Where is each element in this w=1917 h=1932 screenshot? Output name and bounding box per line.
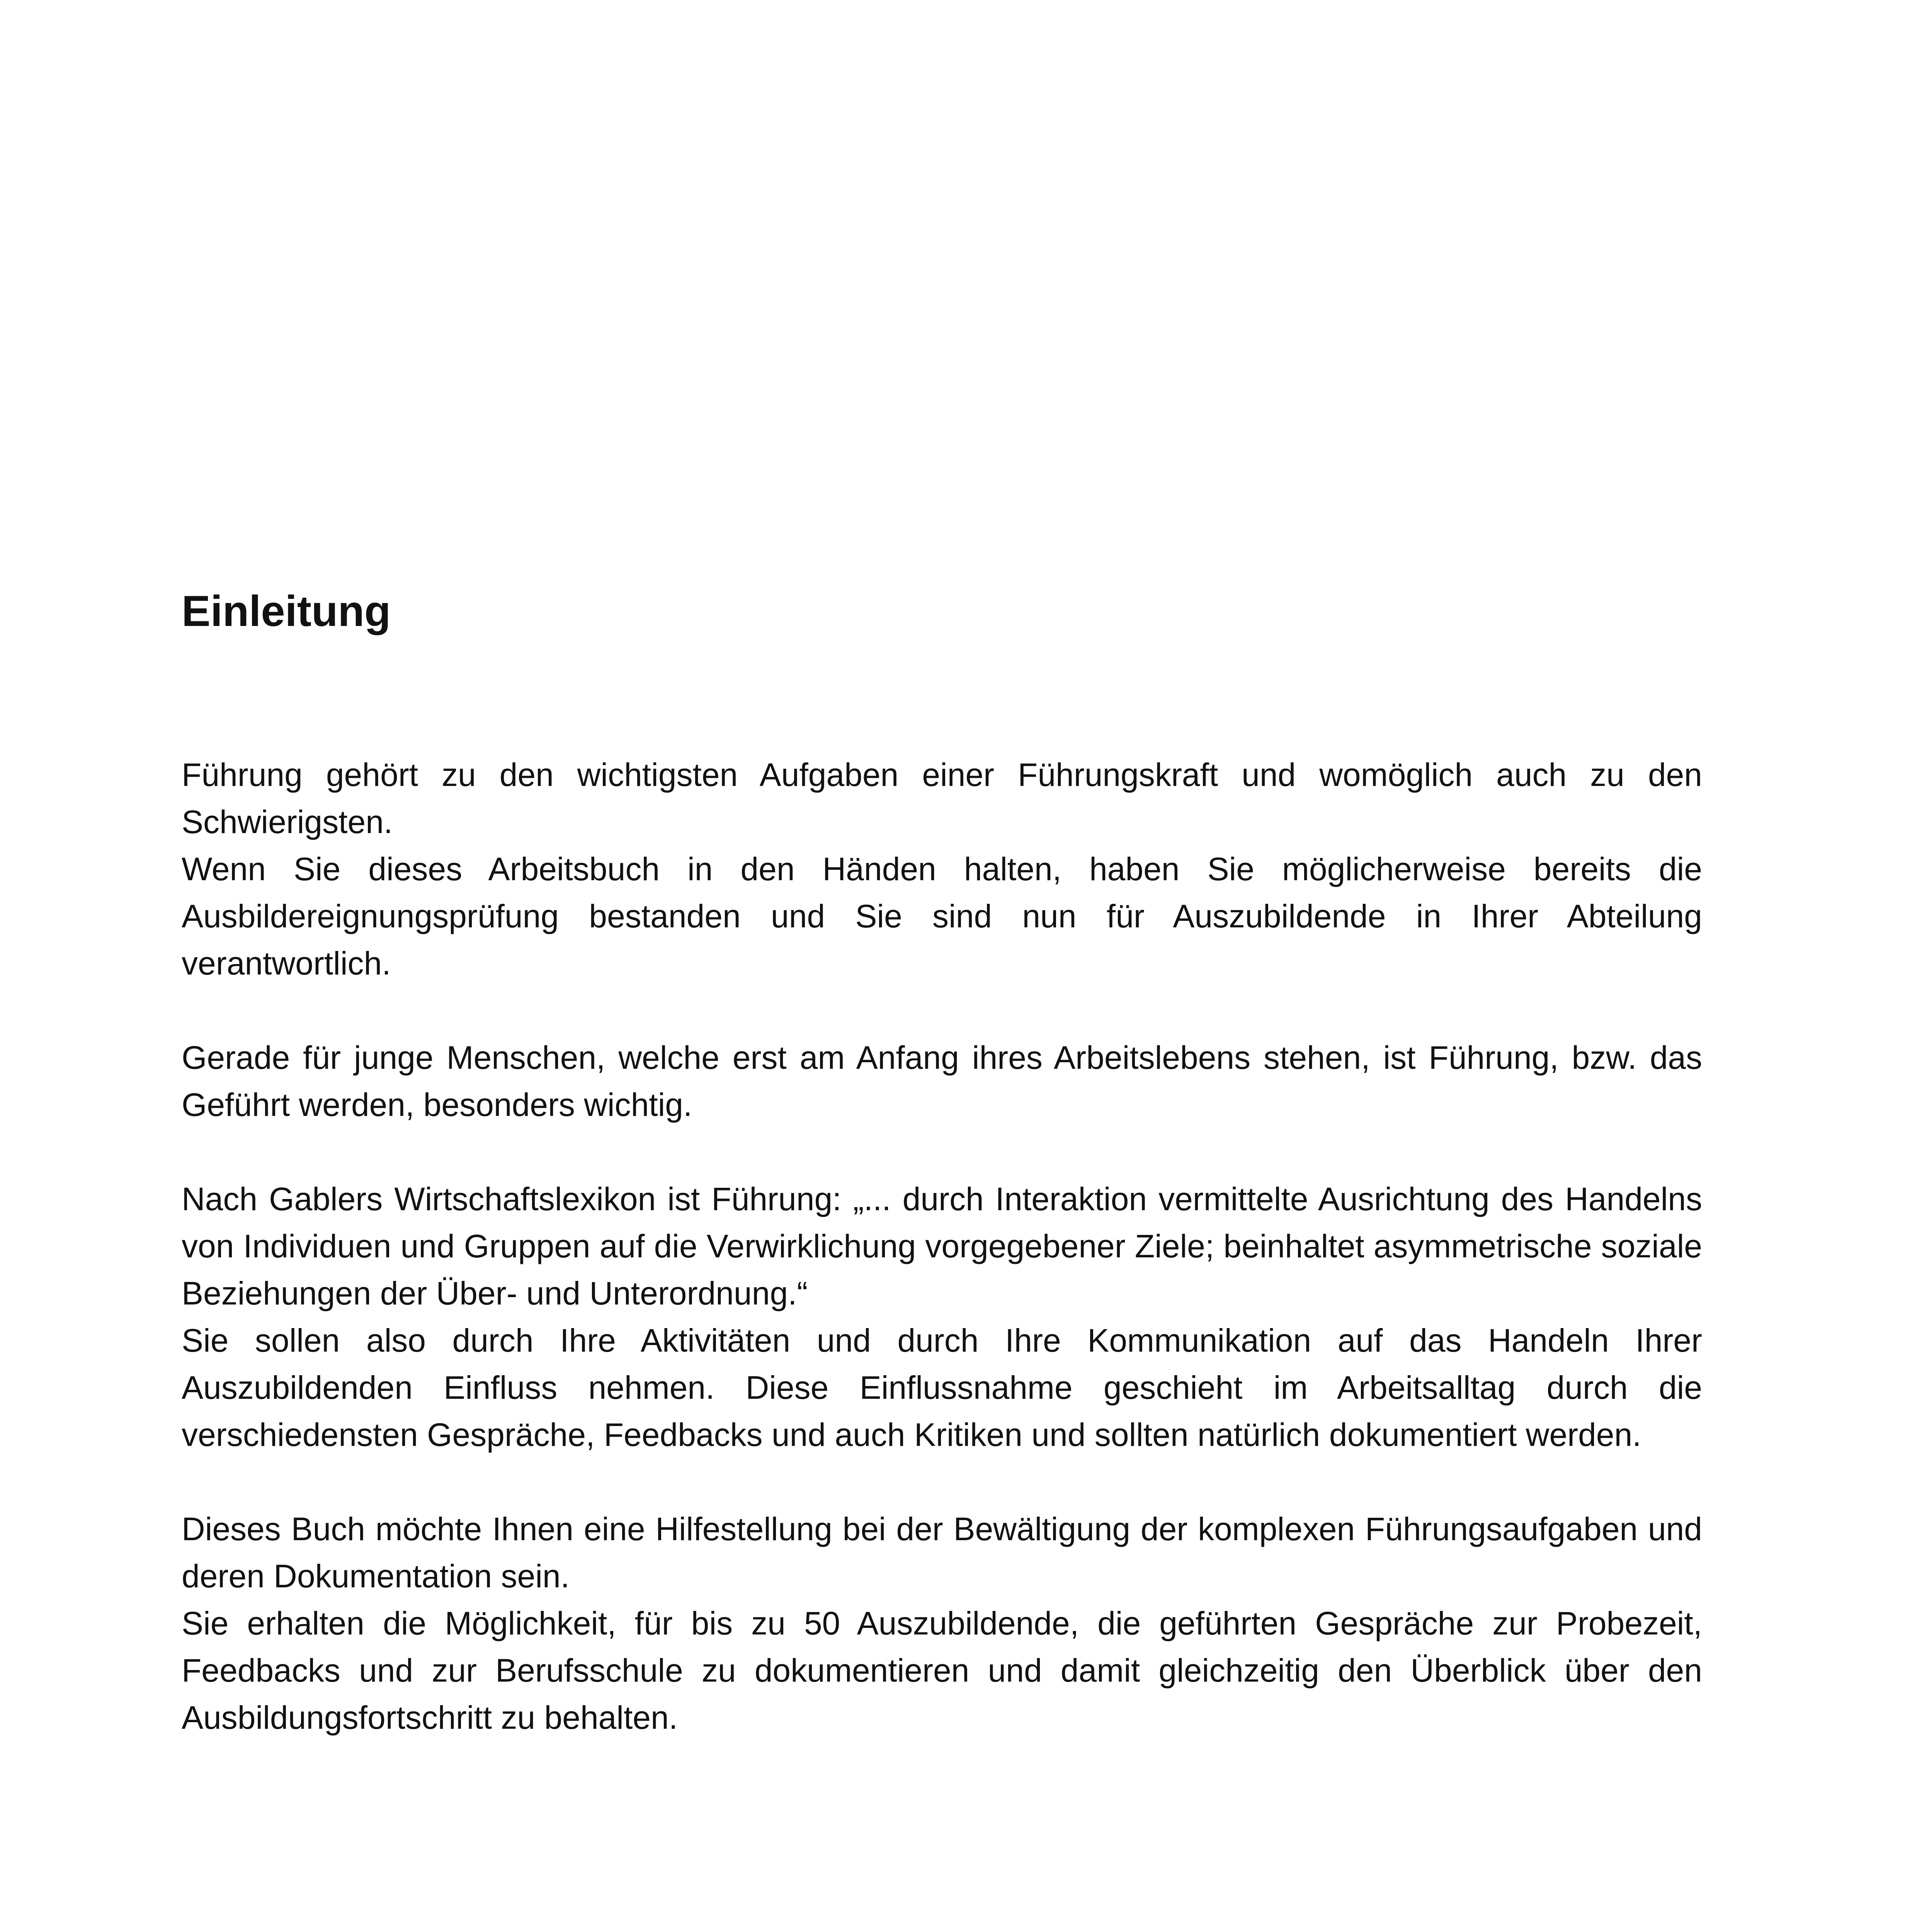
- paragraph-2: Wenn Sie dieses Arbeitsbuch in den Händen halten, haben Sie möglicherweise bereits die Ausbildereignungsprüfung bestanden und Sie sind nun für Auszubildende in Ihrer Abteilung verantwortlich.: [182, 851, 1702, 982]
- page-heading: Einleitung: [182, 587, 391, 635]
- paragraph-3: Gerade für junge Menschen, welche erst am Anfang ihres Arbeitslebens stehen, ist Führung, bzw. das Geführt werden, besonders wichtig.: [182, 1039, 1702, 1123]
- paragraph-5: Sie sollen also durch Ihre Aktivitäten und durch Ihre Kommunikation auf das Handeln Ihrer Auszubildenden Einfluss nehmen. Diese Einflussnahme geschieht im Arbeitsalltag durch die verschiedensten Gespräche, Feedbacks und auch Kritiken und sollten natürlich dokumentiert werden.: [182, 1322, 1702, 1453]
- paragraph-6: Dieses Buch möchte Ihnen eine Hilfestellung bei der Bewältigung der komplexen Führungsaufgaben und deren Dokumentation sein.: [182, 1511, 1702, 1595]
- paragraph-1: Führung gehört zu den wichtigsten Aufgaben einer Führungskraft und womöglich auch zu den Schwierigsten.: [182, 757, 1702, 840]
- document-content: [182, 585, 1702, 1741]
- paragraph-7: Sie erhalten die Möglichkeit, für bis zu 50 Auszubildende, die geführten Gespräche zur Probezeit, Feedbacks und zur Berufsschule zu dokumentieren und damit gleichzeitig den Überblick über den Ausbildungsfortschritt zu behalten.: [182, 1605, 1702, 1736]
- paragraph-4: Nach Gablers Wirtschaftslexikon ist Führung: „... durch Interaktion vermittelte Ausrichtung des Handelns von Individuen und Gruppen auf die Verwirklichung vorgegebener Ziele; beinhaltet asymmetrische soziale Beziehungen der Über- und Unterordnung.“: [182, 1181, 1702, 1312]
- body-text: [182, 751, 1702, 1741]
